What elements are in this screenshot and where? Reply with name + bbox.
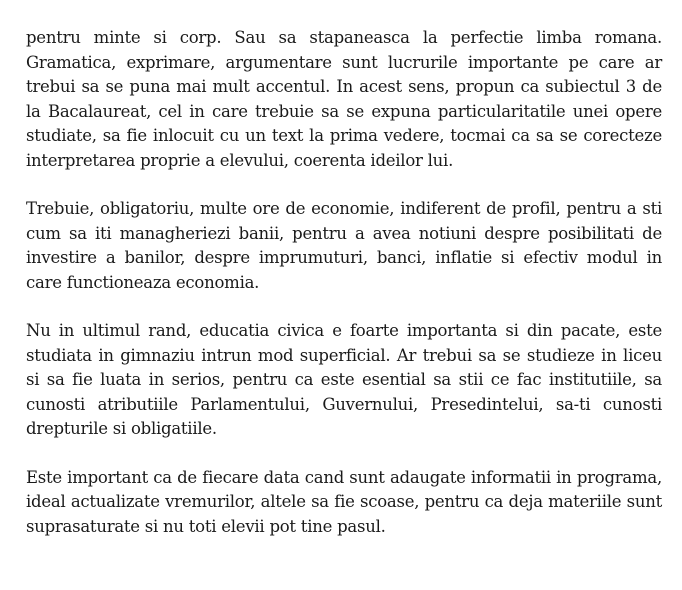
paragraph-economie: Trebuie, obligatoriu, multe ore de economie, indiferent de profil, pentru a sti cum sa iti managheriezi banii, pentru a avea notiuni despre posibilitati de investire a banilor, despre imprumuturi, banci, inflatie si efectiv modul in care functioneaza economia. — [26, 199, 662, 292]
paragraph-limba-romana: pentru minte si corp. Sau sa stapaneasca la perfectie limba romana. Gramatica, exprimare, argumentare sunt lucrurile importante pe care ar trebui sa se puna mai mult accentul. In acest sens, propun ca subiectul 3 de la Bacalaureat, cel in care trebuie sa se expuna particularitatile unei opere studiate, sa fie inlocuit cu un text la prima vedere, tocmai ca sa se corecteze interpretarea proprie a elevului, coerenta ideilor lui. — [26, 28, 662, 170]
document-page — [26, 26, 662, 539]
paragraph-educatie-civica: Nu in ultimul rand, educatia civica e foarte importanta si din pacate, este studiata in gimnaziu intrun mod superficial. Ar trebui sa se studieze in liceu si sa fie luata in serios, pentru ca este esential sa stii ce fac institutiile, sa cunosti atributiile Parlamentului, Guvernului, Presedintelui, sa-ti cunosti drepturile si obligatiile. — [26, 321, 662, 438]
paragraph-programa: Este important ca de fiecare data cand sunt adaugate informatii in programa, ideal actualizate vremurilor, altele sa fie scoase, pentru ca deja materiile sunt suprasaturate si nu toti elevii pot tine pasul. — [26, 467, 662, 536]
